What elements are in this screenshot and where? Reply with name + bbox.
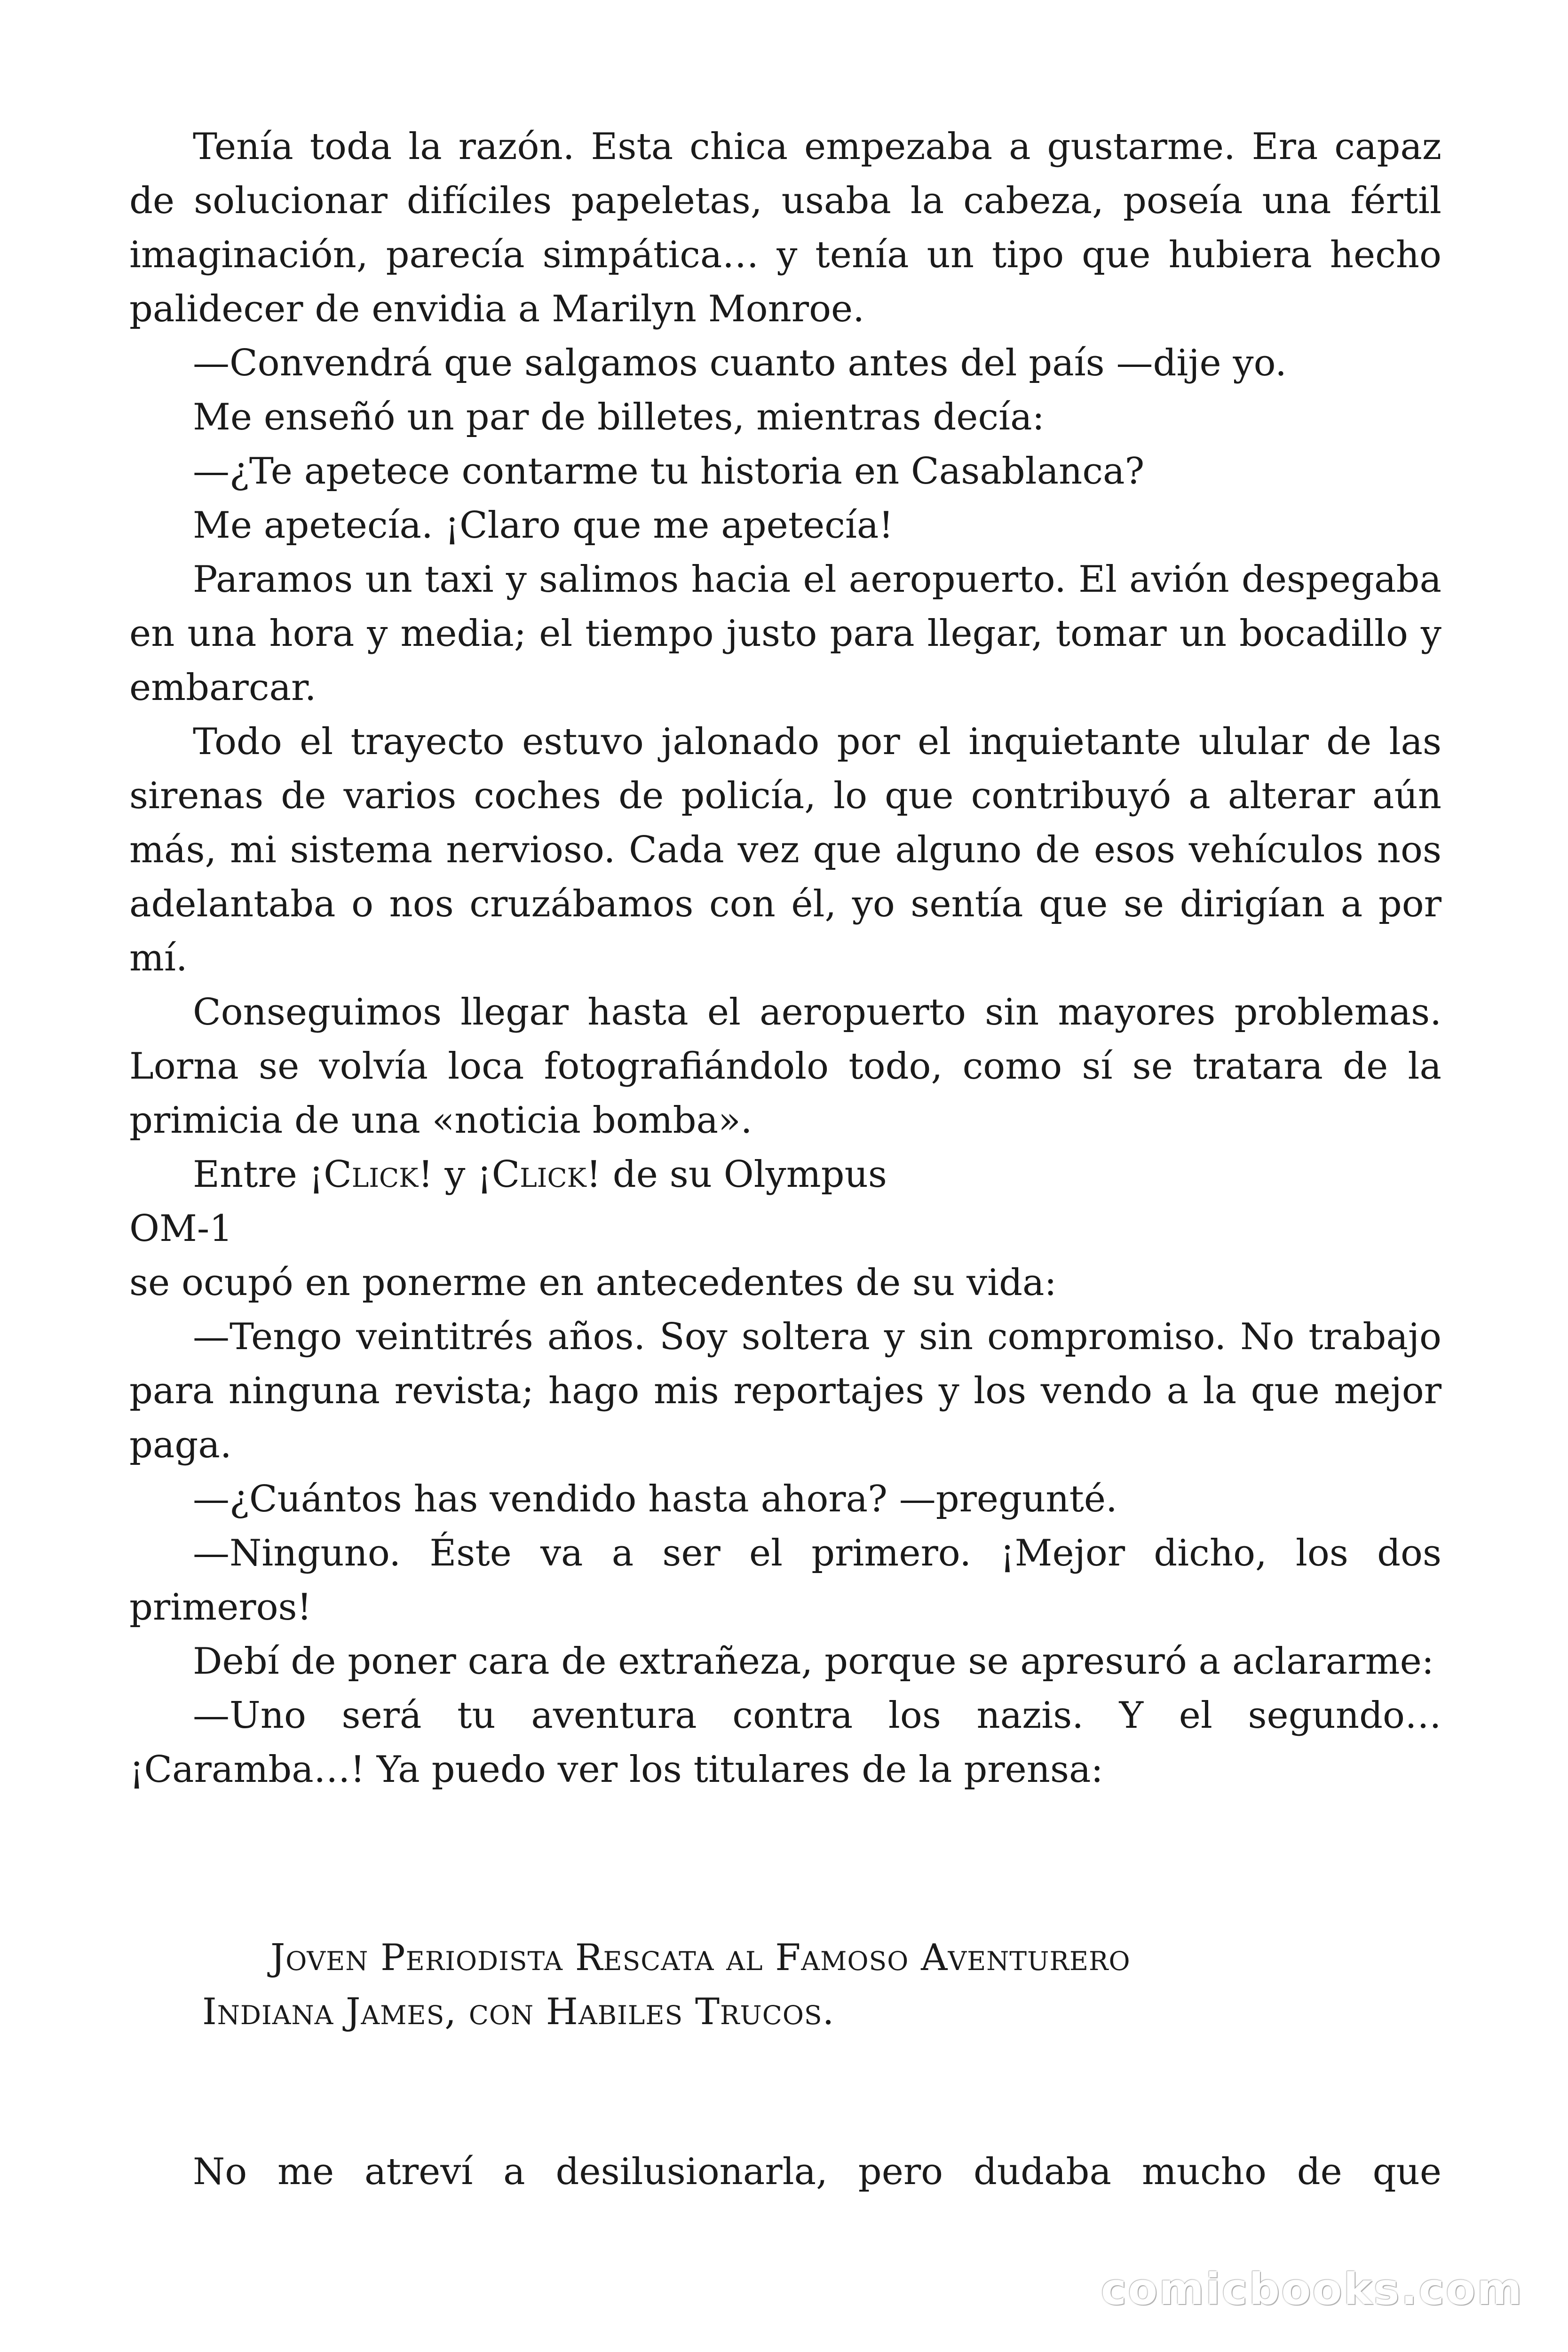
click-word-1: Click — [324, 1153, 419, 1196]
paragraph-1: Tenía toda la razón. Esta chica empezaba a gustarme. Era capaz de solucionar difíciles papeletas, usaba la cabeza, poseía una fértil imaginación, parecía simpática… y tenía un tipo que hubiera hecho palidecer de envidia a Marilyn Monroe. — [129, 126, 1441, 330]
paragraph-12: Debí de poner cara de extrañeza, porque se apresuró a aclararme: — [193, 1640, 1434, 1683]
paragraph-7: Todo el trayecto estuvo jalonado por el inquietante ulular de las sirenas de varios coches de policía, lo que contribuyó a alterar aún más, mi sistema nervioso. Cada vez que alguno de esos vehículos nos adelantaba o nos cruzábamos con él, yo sentía que se dirigían a por mí. — [129, 721, 1441, 979]
paragraph-3: Me enseñó un par de billetes, mientras decía: — [193, 396, 1045, 438]
paragraph-4: —¿Te apetece contarme tu historia en Casablanca? — [193, 450, 1145, 493]
final-paragraph: No me atreví a desilusionarla, pero dudaba mucho de que — [193, 2151, 1441, 2193]
paragraph-13: —Uno será tu aventura contra los nazis. Y el segundo… ¡Caramba…! Ya puedo ver los titulares de la prensa: — [129, 1694, 1441, 1791]
body-text — [129, 120, 1441, 1797]
click-line-pre: Entre ¡ — [193, 1153, 324, 1196]
headline-line-1: Joven Periodista Rescata al Famoso Aventurero — [270, 1937, 1131, 1979]
headline-line-2: Indiana James, con Habiles Trucos. — [202, 1991, 835, 2033]
newspaper-headline — [129, 1931, 1441, 2039]
paragraph-6: Paramos un taxi y salimos hacia el aeropuerto. El avión despegaba en una hora y media; el tiempo justo para llegar, tomar un bocadillo y embarcar. — [129, 558, 1441, 709]
paragraph-11: —Ninguno. Éste va a ser el primero. ¡Mejor dicho, los dos primeros! — [129, 1532, 1441, 1629]
paragraph-8: Conseguimos llegar hasta el aeropuerto sin mayores problemas. Lorna se volvía loca fotografiándolo todo, como sí se tratara de la primicia de una «noticia bomba». — [129, 991, 1441, 1142]
vida-line: se ocupó en ponerme en antecedentes de su vida: — [129, 1262, 1057, 1304]
click-line-mid: ! y ¡ — [418, 1153, 492, 1196]
click-line-post: ! de su Olympus — [586, 1153, 887, 1196]
paragraph-5: Me apetecía. ¡Claro que me apetecía! — [193, 504, 894, 547]
paragraph-10: —¿Cuántos has vendido hasta ahora? —pregunté. — [193, 1478, 1117, 1520]
click-word-2: Click — [491, 1153, 586, 1196]
click-line — [129, 1148, 1441, 1202]
paragraph-2: —Convendrá que salgamos cuanto antes del país —dije yo. — [193, 342, 1287, 384]
om-line: OM-1 — [129, 1208, 233, 1250]
paragraph-9: —Tengo veintitrés años. Soy soltera y sin compromiso. No trabajo para ninguna revista; hago mis reportajes y los vendo a la que mejor paga. — [129, 1316, 1441, 1466]
watermark: comicbooks.com — [1101, 2264, 1523, 2314]
